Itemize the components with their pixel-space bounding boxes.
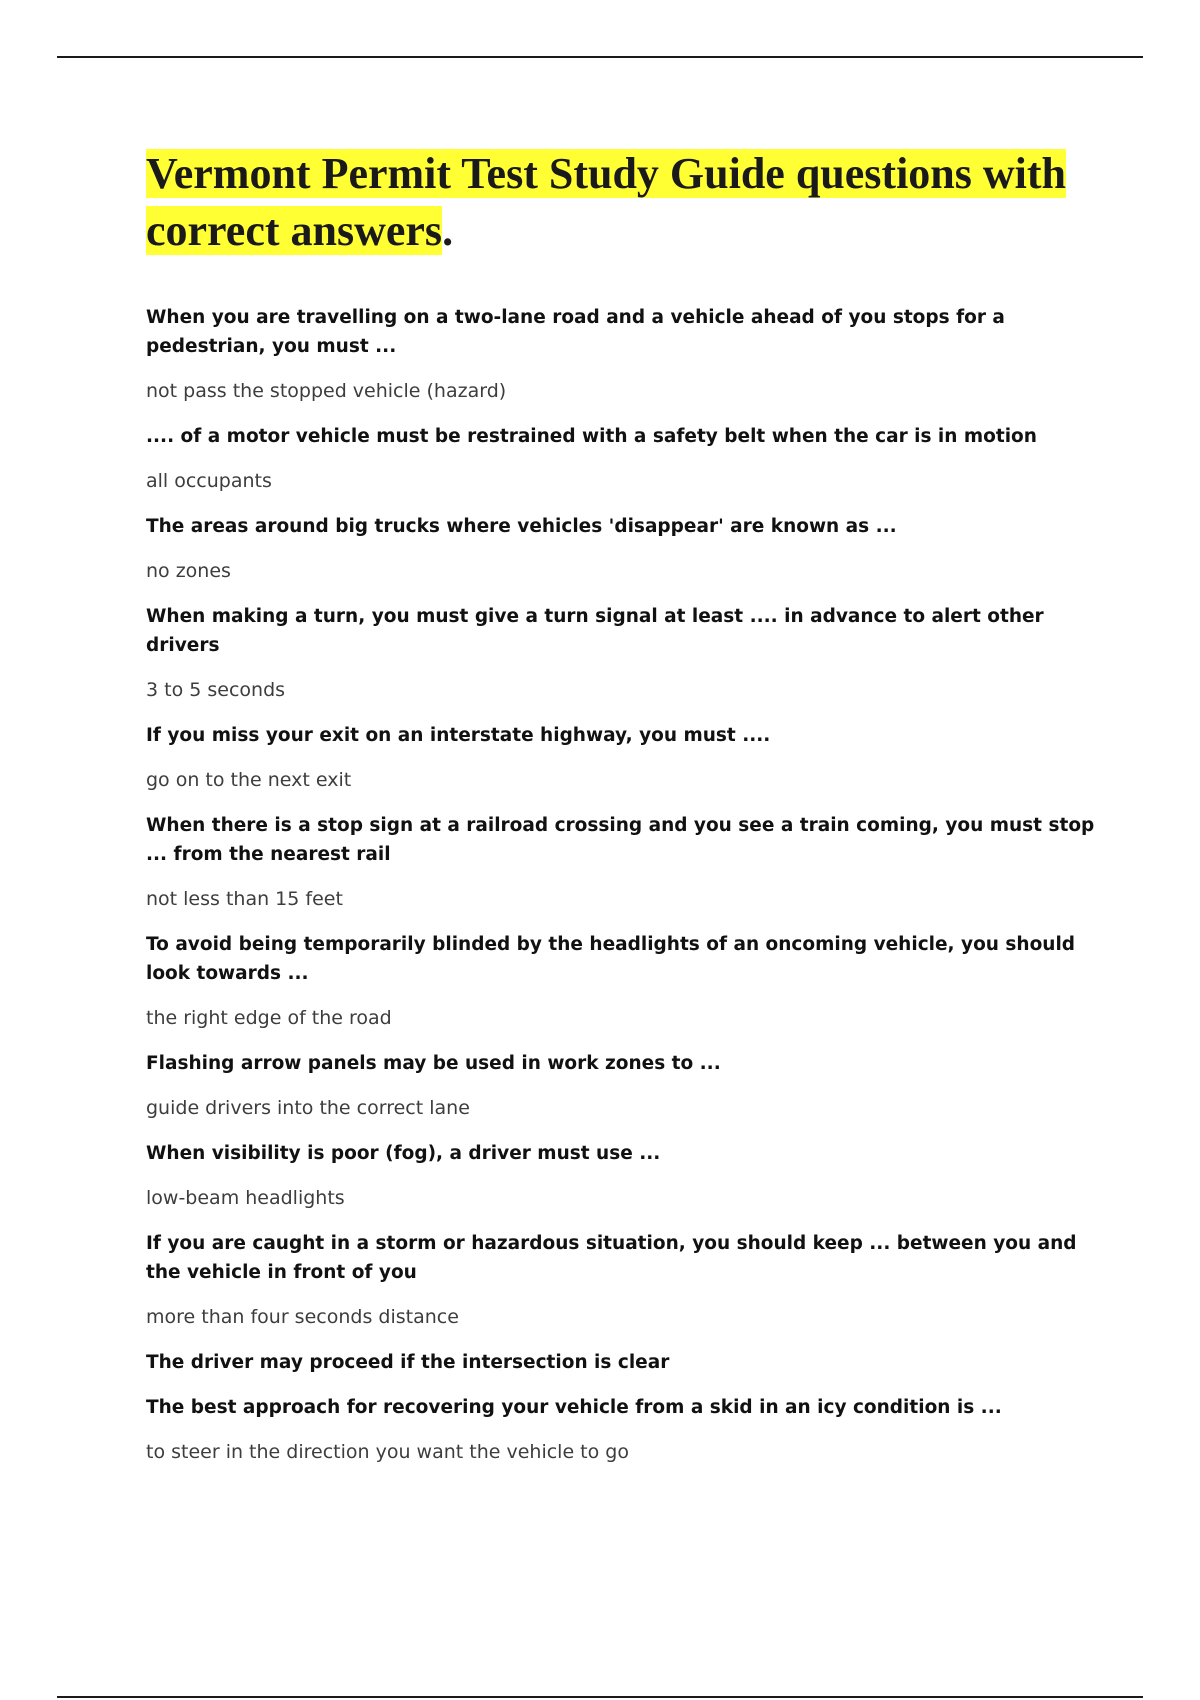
document-title bbox=[146, 145, 1096, 259]
question-9: When visibility is poor (fog), a driver must use ... bbox=[146, 1143, 661, 1164]
page-top-rule bbox=[57, 56, 1143, 58]
page-bottom-rule bbox=[57, 1696, 1143, 1698]
title-suffix: . bbox=[442, 206, 454, 255]
question-11: The driver may proceed if the intersection is clear bbox=[146, 1352, 670, 1373]
answer-12: to steer in the direction you want the vehicle to go bbox=[146, 1441, 629, 1463]
qa-list bbox=[146, 303, 1096, 1467]
document-body bbox=[146, 145, 1096, 1483]
answer-2: all occupants bbox=[146, 470, 272, 492]
question-4: When making a turn, you must give a turn signal at least .... in advance to alert other drivers bbox=[146, 606, 1044, 656]
answer-10: more than four seconds distance bbox=[146, 1306, 459, 1328]
answer-6: not less than 15 feet bbox=[146, 888, 343, 910]
answer-5: go on to the next exit bbox=[146, 769, 352, 791]
answer-7: the right edge of the road bbox=[146, 1007, 392, 1029]
question-1: When you are travelling on a two-lane road and a vehicle ahead of you stops for a pedestrian, you must ... bbox=[146, 307, 1005, 357]
question-2: .... of a motor vehicle must be restrained with a safety belt when the car is in motion bbox=[146, 426, 1037, 447]
question-6: When there is a stop sign at a railroad crossing and you see a train coming, you must stop ... from the nearest rail bbox=[146, 815, 1095, 865]
question-10: If you are caught in a storm or hazardous situation, you should keep ... between you and the vehicle in front of you bbox=[146, 1233, 1077, 1283]
answer-9: low-beam headlights bbox=[146, 1187, 345, 1209]
answer-4: 3 to 5 seconds bbox=[146, 679, 286, 701]
question-3: The areas around big trucks where vehicles 'disappear' are known as ... bbox=[146, 516, 897, 537]
question-8: Flashing arrow panels may be used in work zones to ... bbox=[146, 1053, 721, 1074]
question-5: If you miss your exit on an interstate highway, you must .... bbox=[146, 725, 771, 746]
question-12: The best approach for recovering your vehicle from a skid in an icy condition is ... bbox=[146, 1397, 1002, 1418]
question-7: To avoid being temporarily blinded by the headlights of an oncoming vehicle, you should look towards ... bbox=[146, 934, 1076, 984]
answer-3: no zones bbox=[146, 560, 231, 582]
title-highlighted-text: Vermont Permit Test Study Guide questions with correct answers bbox=[146, 149, 1067, 255]
answer-8: guide drivers into the correct lane bbox=[146, 1097, 470, 1119]
answer-1: not pass the stopped vehicle (hazard) bbox=[146, 380, 507, 402]
